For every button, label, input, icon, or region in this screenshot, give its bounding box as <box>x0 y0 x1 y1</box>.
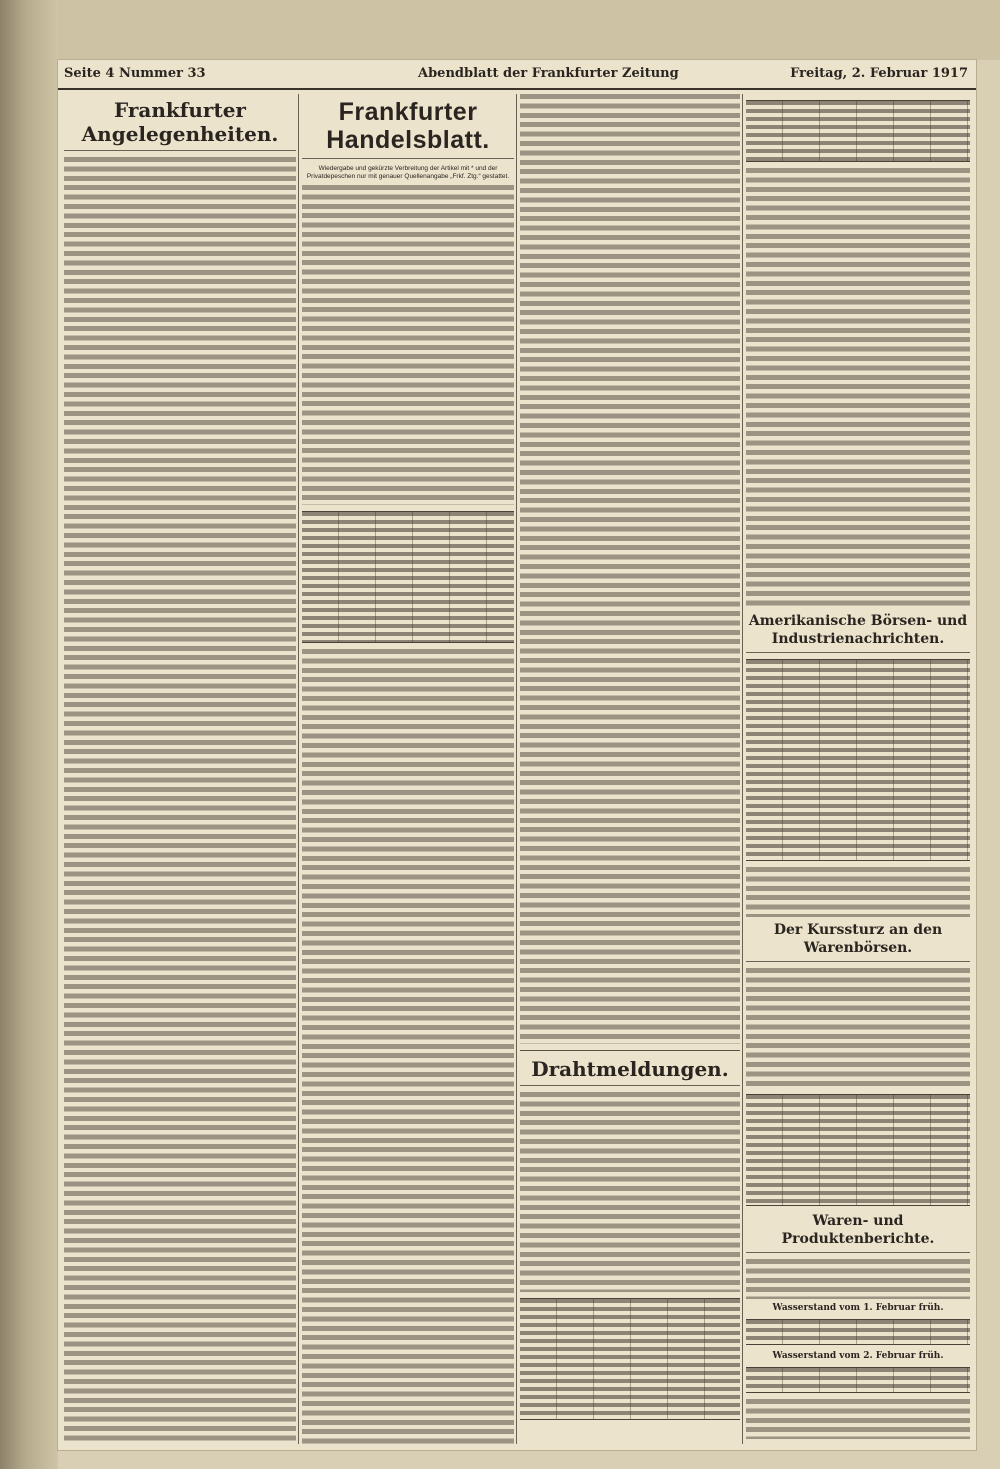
newspaper-title: Abendblatt der Frankfurter Zeitung <box>418 66 679 81</box>
section-heading-local: Frankfurter Angelegenheiten. <box>64 98 296 151</box>
water-level-table <box>746 1319 970 1345</box>
page-top-edge <box>0 0 1000 60</box>
divider <box>520 1050 740 1051</box>
column-commerce-continued <box>520 94 740 1444</box>
page-number: Seite 4 Nummer 33 <box>64 66 206 81</box>
article-text-block <box>746 168 970 608</box>
page-binding-edge <box>0 0 58 1469</box>
article-text-block <box>746 968 970 1088</box>
commodity-table <box>746 1094 970 1206</box>
exchange-rate-table <box>746 100 970 162</box>
column-rule <box>742 94 743 1444</box>
article-text-block <box>302 649 514 1444</box>
reprint-notice: Wiedergabe und gekürzte Verbreitung der Artikel mit * und der Privatdepeschen nur mit genauer Quellenangabe „Frkf. Ztg.“ gestattet. <box>306 165 510 180</box>
article-text-block <box>520 1092 740 1292</box>
water-level-table <box>746 1367 970 1393</box>
column-commerce <box>302 94 514 1444</box>
issue-date: Freitag, 2. Februar 1917 <box>790 66 968 81</box>
article-text-block <box>64 157 296 1444</box>
column-local-news <box>64 94 296 1444</box>
price-table <box>520 1298 740 1420</box>
section-heading-water-level-2: Wasserstand vom 2. Februar früh. <box>772 1351 944 1361</box>
section-heading-produce-reports: Waren- und Produktenberichte. <box>746 1212 970 1253</box>
article-text-block <box>746 867 970 917</box>
article-text-block <box>520 94 740 1044</box>
imprint-text <box>746 1399 970 1439</box>
section-heading-american-markets: Amerikanische Börsen- und Industrienachrichten. <box>746 612 970 653</box>
stock-quotes-table <box>746 659 970 861</box>
masthead <box>58 60 976 90</box>
section-heading-telegrams: Drahtmeldungen. <box>520 1057 740 1086</box>
article-text-block <box>746 1259 970 1299</box>
section-heading-commodity-crash: Der Kurssturz an den Warenbörsen. <box>746 921 970 962</box>
price-table <box>302 511 514 643</box>
newspaper-page <box>58 60 976 1450</box>
column-rule <box>298 94 299 1444</box>
column-markets <box>746 94 970 1444</box>
section-heading-commerce: Frankfurter Handelsblatt. <box>302 98 514 159</box>
section-heading-water-level-1: Wasserstand vom 1. Februar früh. <box>772 1303 944 1313</box>
column-rule <box>516 94 517 1444</box>
article-text-block <box>302 185 514 505</box>
